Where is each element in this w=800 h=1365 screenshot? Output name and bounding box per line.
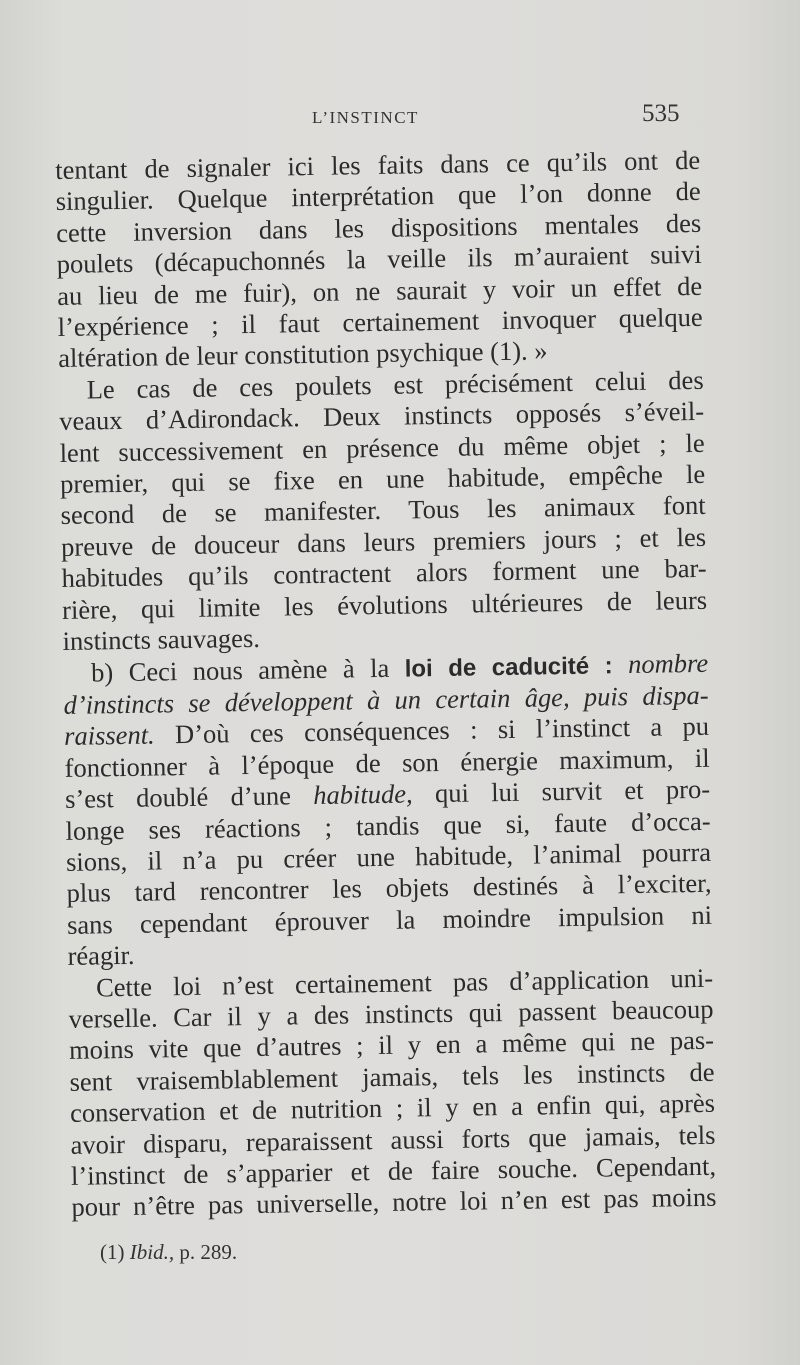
footnote-ibid: Ibid., — [129, 1240, 175, 1264]
text-line: Cette loi n’est certainement pas d’application uni- — [95, 962, 714, 1003]
text-line: pour n’être pas universelle, notre loi n’en est pas moins — [71, 1182, 717, 1223]
text-line: réagir. — [67, 940, 135, 972]
text-line: premier, qui se fixe en une habitude, empêche le — [59, 458, 706, 500]
footnote-marker: (1) — [100, 1240, 125, 1264]
text-line: sent vraisemblablement jamais, tels les instincts de — [69, 1056, 715, 1097]
text-line: longe ses réactions ; tandis que si, faute d’occa- — [65, 805, 711, 846]
text-line: cette inversion dans les dispositions mentales des — [55, 207, 702, 248]
text-run: b) Ceci nous amène à la — [90, 652, 405, 687]
text-line: poulets (décapuchonnés la veille ils m’auraient suivi — [56, 239, 702, 280]
text-line: sions, il n’a pu créer une habitude, l’animal pourra — [65, 836, 712, 877]
italic-run: nombre — [612, 647, 709, 679]
body-text — [55, 145, 717, 1224]
page-number: 535 — [642, 100, 680, 127]
text-line: moins vite que d’autres ; il y en a même qui ne pas- — [68, 1025, 715, 1066]
text-run: s’est doublé d’une — [64, 780, 314, 815]
text-line: second de se manifester. Tous les animaux font — [60, 490, 706, 531]
text-line: singulier. Quelque interprétation que l’on donne de — [55, 176, 701, 217]
text-line: fonctionner à l’époque de son énergie maximum, il — [64, 742, 710, 783]
text-line: l’instinct de s’apparier et de faire souche. Cependant, — [70, 1150, 717, 1191]
law-title: loi de caducité : — [404, 651, 613, 683]
text-line: altération de leur constitution psychique (1). » — [57, 335, 548, 374]
text-line: verselle. Car il y a des instincts qui passent beaucoup — [68, 993, 714, 1034]
text-run: qui lui survit et pro- — [412, 773, 711, 809]
running-title: L’INSTINCT — [312, 108, 419, 127]
text-line: preuve de douceur dans leurs premiers jours ; et les — [60, 521, 707, 562]
page-header — [0, 100, 800, 130]
text-line: plus tard rencontrer les objets destinés à l’exciter, — [66, 868, 712, 909]
text-line: sans cependant éprouver la moindre impulsion ni — [66, 899, 713, 940]
text-line: veaux d’Adirondack. Deux instincts opposés s’éveil- — [58, 396, 705, 437]
text-line: avoir disparu, reparaissent aussi forts que jamais, tels — [70, 1119, 716, 1160]
text-line: conservation et de nutrition ; il y en a enfin qui, après — [69, 1087, 716, 1129]
text-line: instincts sauvages. — [62, 622, 261, 657]
text-run: D’où ces conséquences : si l’instinct a pu — [154, 711, 710, 750]
text-line: Le cas de ces poulets est précisément celui des — [86, 364, 704, 405]
text-line: tentant de signaler ici les faits dans ce qu’ils ont de — [55, 144, 701, 185]
italic-run: raissent. — [63, 719, 155, 752]
footnote — [100, 1240, 237, 1265]
text-line: habitudes qu’ils contractent alors forment une bar- — [61, 553, 707, 594]
text-line: lent successivement en présence du même objet ; le — [59, 427, 705, 468]
text-line: rière, qui limite les évolutions ultérieures de leurs — [61, 584, 708, 625]
text-line: d’instincts se développent à un certain âge, puis dispa- — [63, 679, 709, 720]
italic-run: habitude, — [313, 778, 413, 811]
footnote-ref: p. 289. — [174, 1240, 238, 1264]
text-line: au lieu de me fuir), on ne saurait y voir un effet de — [56, 270, 703, 311]
text-line: l’expérience ; il faut certainement invoquer quelque — [57, 301, 703, 343]
